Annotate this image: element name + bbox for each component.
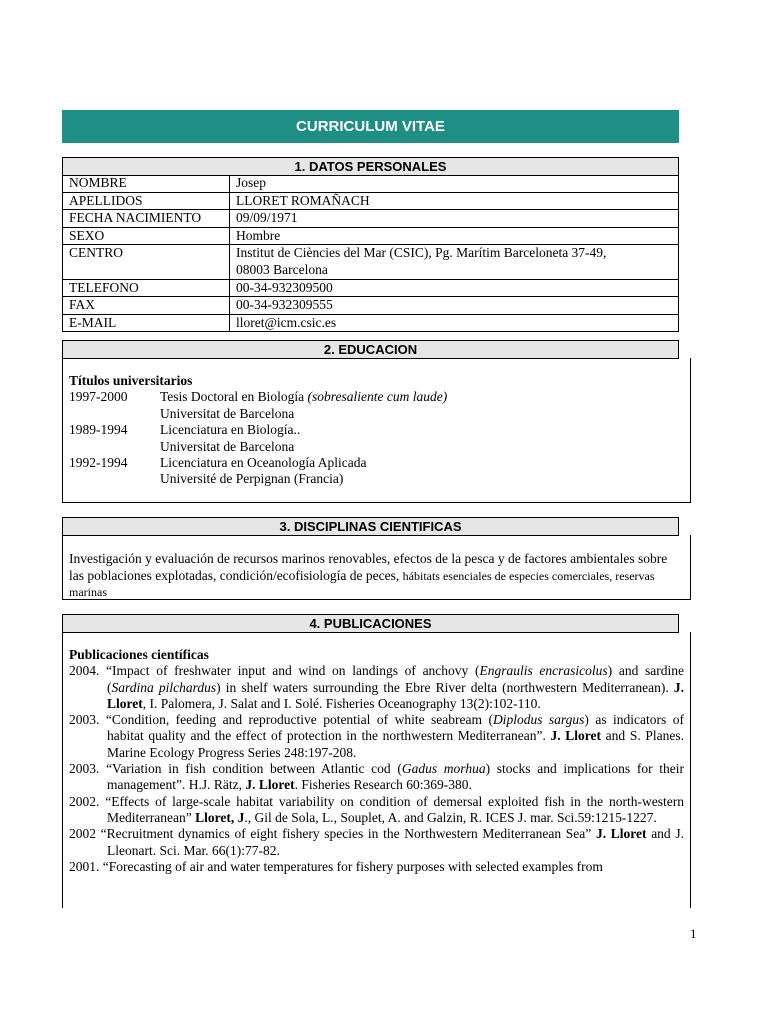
- disciplines-text: [69, 551, 684, 601]
- personal-label: NOMBRE: [63, 175, 230, 193]
- personal-value: lloret@icm.csic.es: [236, 314, 337, 330]
- section-heading-disciplines: 3. DISCIPLINAS CIENTIFICAS: [62, 517, 679, 536]
- personal-row-sexo: [63, 228, 678, 246]
- publications-subtitle: Publicaciones científicas: [69, 647, 209, 662]
- personal-row-fax: [63, 297, 678, 315]
- personal-label: FAX: [63, 297, 230, 315]
- section-heading-publications: 4. PUBLICACIONES: [62, 614, 679, 633]
- personal-value: 00-34-932309500: [230, 280, 678, 298]
- education-degree: Tesis Doctoral en Biología: [160, 389, 308, 405]
- education-item: [69, 422, 684, 455]
- education-years: 1992-1994: [69, 455, 128, 471]
- publication-item: 2003. “Variation in fish condition between Atlantic cod (Gadus morhua) stocks and implications for their management”. H.J. Rätz, J. Lloret. Fisheries Research 60:369-380.: [69, 761, 685, 793]
- publication-item: 2003. “Condition, feeding and reproductive potential of white seabream (Diplodus sargus) as indicators of habitat quality and the effect of protection in the northwestern Mediterranean”. J. Lloret and S. Planes. Marine Ecology Progress Series 248:197-208.: [69, 712, 684, 760]
- personal-row-centro: [63, 245, 678, 279]
- personal-value: 09/09/1971: [230, 210, 678, 228]
- education-note: (sobresaliente cum laude): [307, 389, 448, 405]
- education-years: 1997-2000: [69, 389, 128, 405]
- page-number: 1: [690, 926, 697, 941]
- education-degree: Licenciatura en Oceanología Aplicada: [160, 455, 367, 471]
- education-degree: Licenciatura en Biología..: [160, 422, 301, 438]
- education-years: 1989-1994: [69, 422, 128, 438]
- education-subtitle: Títulos universitarios: [69, 373, 193, 388]
- personal-row-fecha: [63, 210, 678, 228]
- personal-label: FECHA NACIMIENTO: [63, 210, 230, 228]
- personal-label: APELLIDOS: [63, 193, 230, 211]
- personal-row-email: [63, 315, 678, 332]
- personal-value: LLORET ROMAÑACH: [230, 193, 678, 211]
- personal-row-apellidos: [63, 193, 678, 211]
- section-heading-personal: 1. DATOS PERSONALES: [62, 157, 679, 176]
- publication-item: 2004. “Impact of freshwater input and wind on landings of anchovy (Engraulis encrasicolus) and sardine (Sardina pilchardus) in shelf waters surrounding the Ebre River delta (northwestern Mediterranean). J. Lloret, I. Palomera, J. Salat and I. Solé. Fisheries Oceanography 13(2):102-110.: [69, 663, 684, 711]
- personal-label: CENTRO: [63, 245, 230, 279]
- education-institution: Université de Perpignan (Francia): [160, 471, 344, 487]
- disciplines-text-small: hábitats esenciales de especies comerciales, reservas marinas: [69, 568, 655, 600]
- personal-data-table: [62, 175, 679, 332]
- personal-value: Josep: [230, 175, 678, 193]
- education-institution: Universitat de Barcelona: [160, 438, 295, 454]
- personal-label: E-MAIL: [63, 315, 230, 332]
- personal-row-nombre: [63, 175, 678, 193]
- personal-label: SEXO: [63, 228, 230, 246]
- personal-value: [230, 245, 678, 279]
- personal-row-telefono: [63, 280, 678, 298]
- centro-line-1: Institut de Ciències del Mar (CSIC), Pg. Marítim Barceloneta 37-49,: [236, 245, 607, 261]
- publication-item: 2001. “Forecasting of air and water temperatures for fishery purposes with selected examples from: [69, 858, 603, 874]
- publication-item: 2002. “Effects of large-scale habitat variability on condition of demersal exploited fish in the north-western Mediterranean” Lloret, J., Gil de Sola, L., Souplet, A. and Galzin, R. ICES J. mar. Sci.59:1215-1227.: [69, 793, 684, 825]
- personal-label: TELEFONO: [63, 280, 230, 298]
- education-box: [62, 358, 691, 503]
- personal-value: 00-34-932309555: [230, 297, 678, 315]
- education-item: [69, 455, 684, 488]
- disciplines-text-main: Investigación y evaluación de recursos marinos renovables, efectos de la pesca y de factores ambientales sobre las poblaciones explotadas, condición/ecofisiología de peces,: [69, 551, 668, 583]
- disciplines-box: [62, 535, 691, 600]
- publications-box: [62, 632, 691, 908]
- centro-line-2: 08003 Barcelona: [236, 261, 328, 277]
- cv-title-banner: CURRICULUM VITAE: [62, 110, 679, 143]
- education-item: [69, 389, 684, 422]
- publication-item: 2002 “Recruitment dynamics of eight fishery species in the Northwestern Mediterranean Sea” J. Lloret and J. Lleonart. Sci. Mar. 66(1):77-82.: [69, 826, 684, 858]
- education-institution: Universitat de Barcelona: [160, 405, 295, 421]
- section-heading-education: 2. EDUCACION: [62, 340, 679, 359]
- personal-value: Hombre: [230, 228, 678, 246]
